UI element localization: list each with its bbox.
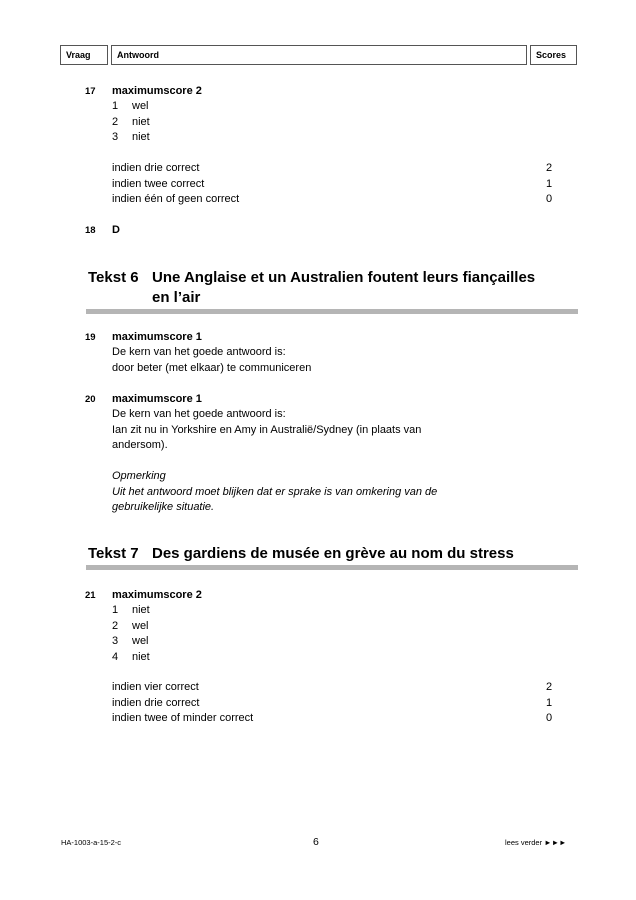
question-number-20: 20 — [85, 394, 96, 405]
q17-rule-score: 2 — [546, 162, 553, 174]
q17-item-number: 2 — [112, 116, 119, 128]
q21-item-value: niet — [132, 651, 150, 663]
footer-page-number: 6 — [313, 836, 319, 848]
q17-item-value: niet — [132, 131, 150, 143]
question-number-19: 19 — [85, 332, 96, 343]
q19-line2: door beter (met elkaar) te communiceren — [112, 362, 312, 374]
section-6-title-line2: en l’air — [152, 289, 201, 306]
q20-remark-line1: Uit het antwoord moet blijken dat er sprake is van omkering van de — [112, 486, 438, 498]
q21-maximumscore: maximumscore 2 — [112, 589, 202, 601]
q21-item-value: wel — [132, 635, 149, 647]
q20-remark-title: Opmerking — [112, 470, 166, 482]
q17-rule-text: indien drie correct — [112, 162, 200, 174]
q21-item-value: wel — [132, 620, 149, 632]
q21-rule-score: 0 — [546, 712, 553, 724]
question-number-17: 17 — [85, 86, 96, 97]
footer-exam-code: HA-1003-a-15-2-c — [61, 838, 122, 847]
q17-item-value: niet — [132, 116, 150, 128]
q21-rule-text: indien twee of minder correct — [112, 712, 254, 724]
q17-rule-score: 1 — [546, 178, 553, 190]
q21-item-number: 4 — [112, 651, 119, 663]
q17-rule-score: 0 — [546, 193, 553, 205]
q21-item-number: 2 — [112, 620, 119, 632]
q20-line3: andersom). — [112, 439, 168, 451]
q21-item-value: niet — [132, 604, 150, 616]
question-number-21: 21 — [85, 590, 96, 601]
q21-rule-score: 1 — [546, 697, 553, 709]
section-7-label: Tekst 7 — [88, 545, 139, 562]
question-number-18: 18 — [85, 225, 96, 236]
q21-rule-text: indien vier correct — [112, 681, 199, 693]
q21-rule-text: indien drie correct — [112, 697, 200, 709]
q17-rule-text: indien één of geen correct — [112, 193, 240, 205]
q19-line1: De kern van het goede antwoord is: — [112, 346, 286, 358]
section-7-divider — [86, 565, 578, 570]
q17-item-number: 1 — [112, 100, 119, 112]
q18-answer: D — [112, 224, 120, 236]
q20-remark-line2: gebruikelijke situatie. — [112, 501, 215, 513]
q17-rule-text: indien twee correct — [112, 178, 205, 190]
q17-maximumscore: maximumscore 2 — [112, 85, 202, 97]
header-scores: Scores — [530, 45, 577, 65]
q17-item-value: wel — [132, 100, 149, 112]
section-6-label: Tekst 6 — [88, 269, 139, 286]
q19-maximumscore: maximumscore 1 — [112, 331, 202, 343]
q20-maximumscore: maximumscore 1 — [112, 393, 202, 405]
q20-line1: De kern van het goede antwoord is: — [112, 408, 286, 420]
footer-lees-verder: lees verder ►►► — [505, 838, 567, 847]
section-6-divider — [86, 309, 578, 314]
section-6-title-line1: Une Anglaise et un Australien foutent leurs fiançailles — [152, 269, 536, 286]
header-antwoord: Antwoord — [111, 45, 527, 65]
q21-item-number: 3 — [112, 635, 119, 647]
section-7-title: Des gardiens de musée en grève au nom du stress — [152, 545, 514, 562]
q21-rule-score: 2 — [546, 681, 553, 693]
q17-item-number: 3 — [112, 131, 119, 143]
header-vraag: Vraag — [60, 45, 108, 65]
q20-line2: Ian zit nu in Yorkshire en Amy in Australië/Sydney (in plaats van — [112, 424, 422, 436]
q21-item-number: 1 — [112, 604, 119, 616]
